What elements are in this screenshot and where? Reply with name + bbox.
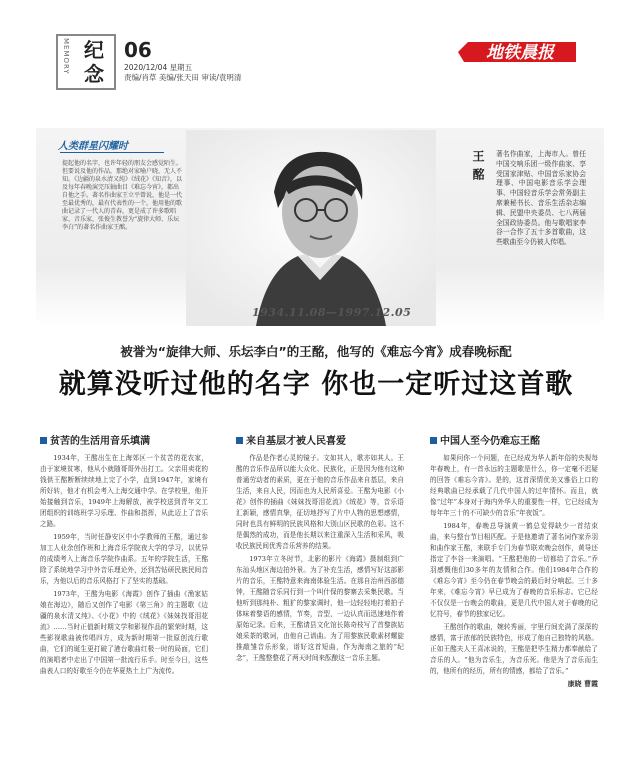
issue-date: 2020/12/04 星期五 [124, 63, 193, 72]
staff-credits: 责编/肖草 美编/张天田 审读/袁明清 [124, 73, 242, 82]
paragraph: 王酩创作的歌曲，婉转秀丽，宇里行间充满了深深的感情，富于浓郁的民族特色，形成了他自己独特的风格。正如王酩夫人王喜冰说的，王酩是把毕生精力都奉献给了音乐的人。“他为音乐生，为音乐死。他是为了音乐而生的，他所有的经历，所有的情感，都给了音乐。” [430, 623, 598, 675]
subject-bio: 著名作曲家，上海市人。曾任中国交响乐团一级作曲家、享受国家津贴、中国音乐家协会理事、中国电影音乐学会理事、中国轻音乐学会常务副主席兼秘书长、音乐生活杂志编辑、民盟中央委员、七八两届全国政协委员。他与歌唱家李谷一合作了五十多首歌曲，这些歌曲至今仍被人传唱。 [496, 150, 586, 247]
column-heading: 贫苦的生活用音乐填满 [40, 432, 208, 447]
article-column-3 [430, 432, 598, 689]
subject-name: 王酩 [471, 150, 485, 186]
column-heading: 来自基层才被人民喜爱 [236, 432, 404, 447]
paragraph: 1973年立冬时节，北影的影片《海霞》摄制组到广东汕头地区海边拍外景。为了补充生活，感情写好这部影片的音乐，王酩特意来海南体验生活。在那自治州西部德钟，王酩随音乐同行到一个叫什保的黎寨去采集民歌。当他听到那纯朴、粗犷的黎家调时，他一边轻轻地打着拍子体味着黎语的感情，节奏，音型，一边认真而迅速地作着原始记录。后来，王酩请县文化馆长陈奇枝写了首黎族姑娘采茶的歌词，由他自己谱曲。为了用黎族民歌素材螺旋推敲雏音乐形象，谱好这首短曲，作为海南之旅的“纪念”，王酩整整花了两天时间来酝酿这一音乐主题。 [236, 555, 404, 662]
square-bullet-icon [40, 437, 47, 444]
subhead-divider [60, 152, 164, 153]
column-heading: 中国人至今仍难忘王酩 [430, 432, 598, 447]
paragraph: 1959年，当时任静安区中小学教师的王酩，通过参加工人业余创作班和上海音乐学院夜大学的学习，以优异的成绩考入上海音乐学院作曲系。五年的学院生活，王酩除了系统地学习中外音乐理论外，还到苦钻研民族民间音乐，为他以后的音乐风格打下了坚实的基础。 [40, 533, 208, 585]
section-label-cn: 纪念 [84, 38, 104, 86]
square-bullet-icon [430, 437, 437, 444]
life-dates: 1934.11.08—1997.12.05 [252, 306, 412, 319]
paragraph: 1984年，春晚总导演黄一鹤总觉得缺少一首结束曲，来与整台节目相匹配。于是他邀请了著名词作家乔羽和曲作家王酩，来联手专门为春节联欢晚会创作，黄导还指定了李谷一来演唱。“王酩把他的一切都给了音乐。”乔羽感慨他们30多年的友情和合作。他们1984年合作的《难忘今宵》至今仍在春节晚会的最后时分响起。三十多年来，《难忘今宵》早已成为了春晚的音乐标志。它已经不仅仅是一台晚会的歌曲，更是几代中国人对于春晚的记忆符号，春节的独家记忆。 [430, 522, 598, 618]
main-headline: 就算没听过他的名字 你也一定听过这首歌 [58, 369, 574, 400]
portrait-photo [186, 130, 436, 326]
paragraph: 1973年，王酩为电影《海霞》创作了插曲《渔家姑娘在海边》，随后又创作了电影《第三角》的主题歌《边疆的泉水清又纯》、《小花》中的《绒花》《妹妹找哥泪花流》……当时正值新时期文学和影视作品的繁荣时期，这些影视歌曲被传唱四方，成为新时期第一批原创流行歌曲，它们的诞生更打破了港台歌曲红极一时的局面，它们的演唱者中走出了中国第一批流行乐手。时至今日，这些曲表人口的好歌至今仍在华夏热土上广为流传。 [40, 590, 208, 675]
intro-text: 提起他的名字，也许年轻的朋友会感觉陌生。但要说及他的作品，那绝对家喻户晓，无人不知。《边疆的泉水清又纯》《绒花》《知音》，以及每年春晚演完压轴曲目《难忘今宵》，都出自他之手。著名作曲家王立平曾说，他是一代至最优秀的，最有代表性的一个，他用他的歌曲记录了一代人的青春，更是成了许多歌唱家、音乐家，张俊生教誉为“旋律大师、乐坛李白”的著名作曲家王酩。 [62, 160, 183, 231]
paragraph: 1934年，王酩出生在上海郊区一个贫苦的花农家，由于家境贫寒，他从小就随哥哥外出打工。父亲用卖花的钱供王酩断断续续地上完了小学，直到1947年，家境有所好转，他才有机会考入上海交通中学。在学校里，他开始接触到音乐，1949年上海解放，被学校送到青年文工团组织的训练班学习乐理、作曲和指挥，从此迈上了音乐之路。 [40, 454, 208, 528]
article-column-1 [40, 432, 208, 679]
article-column-2 [236, 432, 404, 666]
section-label-en: MEMORY [62, 38, 70, 75]
square-bullet-icon [236, 437, 243, 444]
column-subhead: 人类群星闪耀时 [58, 141, 128, 152]
byline: 康晓 曹霞 [567, 680, 598, 688]
paragraph: 作品是作者心灵的镜子。文如其人，歌亦如其人。王酩的音乐作品所以能大众化、民族化，正是因为他有这种普通劳动者的素质，更在于他的音乐作品来自基层，来自生活，来自人民，因而也为人民所喜爱。王酩为电影《小花》创作的插曲《妹妹找哥泪花流》《绒花》等，音乐语汇新颖，感情真挚，征切地抒写了片中人物的思想感情，同时也具有鲜明的民族风格和大别山区民歌的色彩。这不是偶然的成功，而是他长期以来注重深入生活和采风，吸收民族民间优秀音乐营养的结果。 [236, 454, 404, 550]
page-number: 06 [124, 38, 152, 62]
logo-text: 地铁晨报 [486, 43, 554, 63]
newspaper-logo [458, 38, 578, 66]
kicker-headline: 被誉为“旋律大师、乐坛李白”的王酩，他写的《难忘今宵》成春晚标配 [120, 344, 512, 359]
paragraph: 如果问你一个问题，在已经成为华人新年俗的央视每年春晚上，有一首永远的主题歌是什么，你一定毫不迟疑的回答《难忘今宵》。是的，这首深情优美又雅俗上口的经典歌曲已经承载了几代中国人的过年情怀。而且，就像“过年”本身对于海内外华人的重要性一样，它已经成为每年年三十的不可缺少的音乐“年夜饭”。 [430, 454, 598, 517]
